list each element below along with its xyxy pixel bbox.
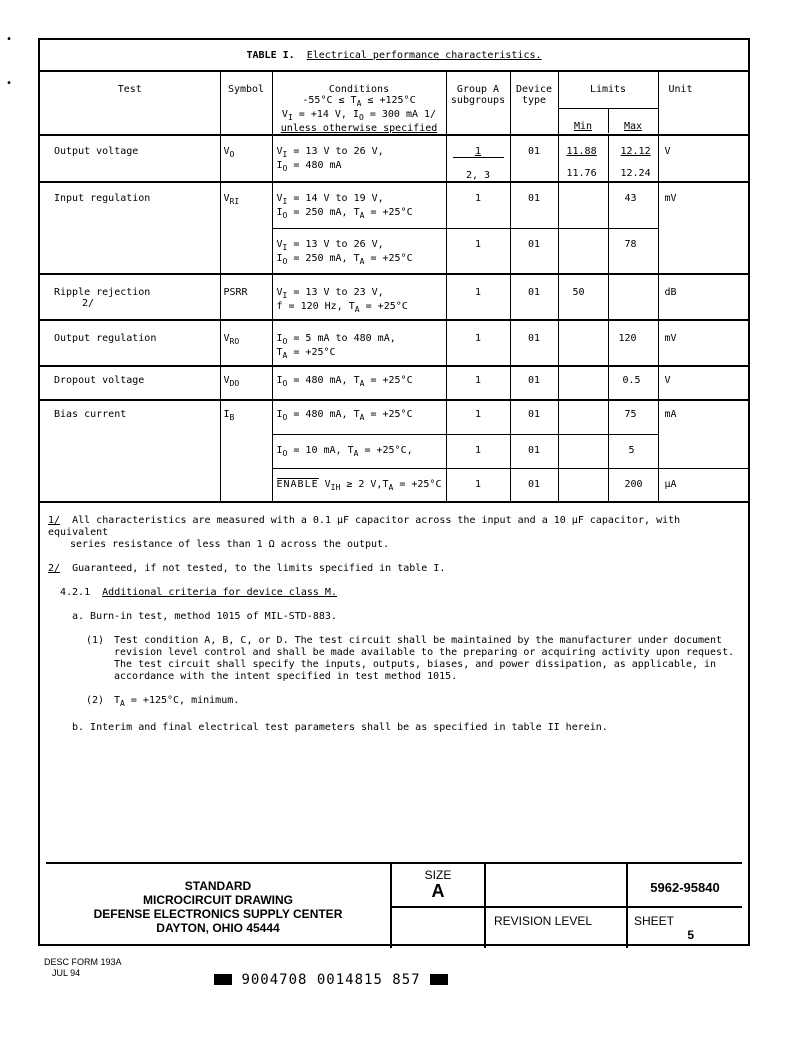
conditions: $V_I = 13$ V to 26 V, $I_O = 250$ mA, $T_A = +25^\circ C$	[272, 228, 446, 274]
min: 11.88 11.76	[558, 135, 608, 182]
test-name: Input regulation	[40, 182, 220, 228]
table-row	[40, 228, 748, 274]
min: 50	[558, 274, 608, 320]
cage-box	[484, 864, 626, 908]
notes	[48, 515, 738, 734]
drawing-number: 5962-95840	[626, 864, 742, 908]
table-row	[40, 366, 748, 400]
test-name: Dropout voltage	[40, 366, 220, 400]
agency-block: STANDARD MICROCIRCUIT DRAWING DEFENSE ELECTRONICS SUPPLY CENTER DAYTON, OHIO 45444	[93, 879, 343, 935]
table-row	[40, 468, 748, 502]
min	[558, 468, 608, 502]
header-conditions: Conditions $-55^\circ C \le T_A \le +125^\circ C$ $V_I = +14$ V, $I_O = 300$ mA 1/ unless otherwise specified	[272, 71, 446, 135]
symbol: PSRR	[220, 274, 272, 320]
header-unit: Unit	[658, 71, 748, 135]
table-row	[40, 400, 748, 434]
group-a: 1	[446, 434, 510, 468]
symbol: $V_O$	[220, 135, 272, 182]
symbol: $V_{RI}$	[220, 182, 272, 228]
note-2: 2/ Guaranteed, if not tested, to the limits specified in table I.	[48, 563, 446, 574]
conditions: $I_O = 480$ mA, $T_A = +25^\circ C$	[272, 366, 446, 400]
max: 120	[608, 320, 658, 366]
device-type: 01	[510, 228, 558, 274]
table-row	[40, 320, 748, 366]
group-a: 1 2, 3	[446, 135, 510, 182]
max: 78	[608, 228, 658, 274]
unit: µA	[658, 468, 748, 502]
barcode-line: 9004708 0014815 857	[214, 972, 448, 988]
device-type: 01	[510, 320, 558, 366]
unit	[658, 228, 748, 274]
device-type: 01	[510, 182, 558, 228]
performance-table	[40, 70, 748, 503]
barcode-block	[430, 974, 448, 985]
header-row	[40, 71, 748, 135]
test-name: Ripple rejection 2/	[40, 274, 220, 320]
test-name	[40, 434, 220, 468]
unit	[658, 434, 748, 468]
margin-dot: •	[6, 34, 13, 45]
conditions: $I_O = 480$ mA, $T_A = +25^\circ C$	[272, 400, 446, 434]
group-a: 1	[446, 182, 510, 228]
symbol: $V_{DO}$	[220, 366, 272, 400]
header-symbol: Symbol	[220, 71, 272, 135]
test-name: Output regulation	[40, 320, 220, 366]
test-name	[40, 228, 220, 274]
max: 12.12 12.24	[608, 135, 658, 182]
device-type: 01	[510, 366, 558, 400]
group-a: 1	[446, 274, 510, 320]
header-limits: Limits Min Max	[558, 71, 658, 135]
group-a: 1	[446, 400, 510, 434]
conditions: $V_I = 13$ V to 26 V, $I_O = 480$ mA	[272, 135, 446, 182]
unit: mA	[658, 400, 748, 434]
title-block	[46, 862, 742, 950]
sheet-box: SHEET 5	[626, 908, 742, 948]
table-row	[40, 274, 748, 320]
device-type: 01	[510, 400, 558, 434]
item-a-2: (2) $T_A = +125^\circ C$, minimum.	[86, 695, 240, 708]
min	[558, 228, 608, 274]
symbol: $I_B$	[220, 400, 272, 434]
test-name	[40, 468, 220, 502]
table-row	[40, 182, 748, 228]
group-a: 1	[446, 468, 510, 502]
min	[558, 400, 608, 434]
max: 43	[608, 182, 658, 228]
device-type: 01	[510, 434, 558, 468]
group-a: 1	[446, 320, 510, 366]
item-b: b. Interim and final electrical test parameters shall be as specified in table II herein.	[72, 722, 608, 733]
unit: mV	[658, 320, 748, 366]
min	[558, 366, 608, 400]
note-1-cont: series resistance of less than 1 Ω across the output.	[70, 539, 390, 550]
form-number: DESC FORM 193A JUL 94	[44, 957, 122, 978]
symbol	[220, 434, 272, 468]
test-name: Bias current	[40, 400, 220, 434]
device-type: 01	[510, 468, 558, 502]
symbol: $V_{RO}$	[220, 320, 272, 366]
document-frame	[38, 38, 750, 946]
symbol	[220, 228, 272, 274]
unit: mV	[658, 182, 748, 228]
group-a: 1	[446, 366, 510, 400]
size-box: SIZE A	[390, 864, 484, 908]
margin-dot: •	[6, 78, 13, 89]
min	[558, 320, 608, 366]
conditions: $I_O = 5$ mA to 480 mA, $T_A = +25^\circ C$	[272, 320, 446, 366]
header-group-a: Group A subgroups	[446, 71, 510, 135]
max: 75	[608, 400, 658, 434]
conditions: $V_I = 14$ V to 19 V, $I_O = 250$ mA, $T_A = +25^\circ C$	[272, 182, 446, 228]
unit: V	[658, 366, 748, 400]
max	[608, 274, 658, 320]
unit: dB	[658, 274, 748, 320]
max: 200	[608, 468, 658, 502]
max: 5	[608, 434, 658, 468]
test-name: Output voltage	[40, 135, 220, 182]
unit: V	[658, 135, 748, 182]
item-a: a. Burn-in test, method 1015 of MIL-STD-883.	[72, 611, 337, 622]
max: 0.5	[608, 366, 658, 400]
device-type: 01	[510, 135, 558, 182]
min	[558, 434, 608, 468]
header-max: Max	[608, 109, 658, 133]
header-device-type: Device type	[510, 71, 558, 135]
table-row	[40, 135, 748, 182]
section-4-2-1: 4.2.1 Additional criteria for device class M.	[60, 587, 337, 598]
table-title: TABLE I. Electrical performance characteristics.	[246, 50, 542, 61]
blank-box	[390, 908, 484, 948]
item-a-1: (1) Test condition A, B, C, or D. The test circuit shall be maintained by the manufacturer under document revision level control and shall be made available to the preparing or acquiring activity upon request. The test circuit shall specify the inputs, outputs, biases, and power dissipation, as applicable, in accordance with the intent specified in test method 1015.	[86, 635, 735, 682]
revision-level: REVISION LEVEL	[484, 908, 626, 948]
group-a: 1	[446, 228, 510, 274]
conditions: $I_O = 10$ mA, $T_A = +25^\circ C$,	[272, 434, 446, 468]
header-test: Test	[40, 71, 220, 135]
barcode-block	[214, 974, 232, 985]
min	[558, 182, 608, 228]
device-type: 01	[510, 274, 558, 320]
symbol	[220, 468, 272, 502]
table-row	[40, 434, 748, 468]
conditions: $V_I = 13$ V to 23 V, f = 120 Hz, $T_A = +25^\circ C$	[272, 274, 446, 320]
header-min: Min	[573, 121, 593, 132]
note-1: 1/ All characteristics are measured with a 0.1 µF capacitor across the input and a 10 µF capacitor, with equivalent	[48, 515, 681, 538]
conditions: ENABLE $V_{IH} \ge 2$ $V,T_A = +25^\circ C$	[272, 468, 446, 502]
